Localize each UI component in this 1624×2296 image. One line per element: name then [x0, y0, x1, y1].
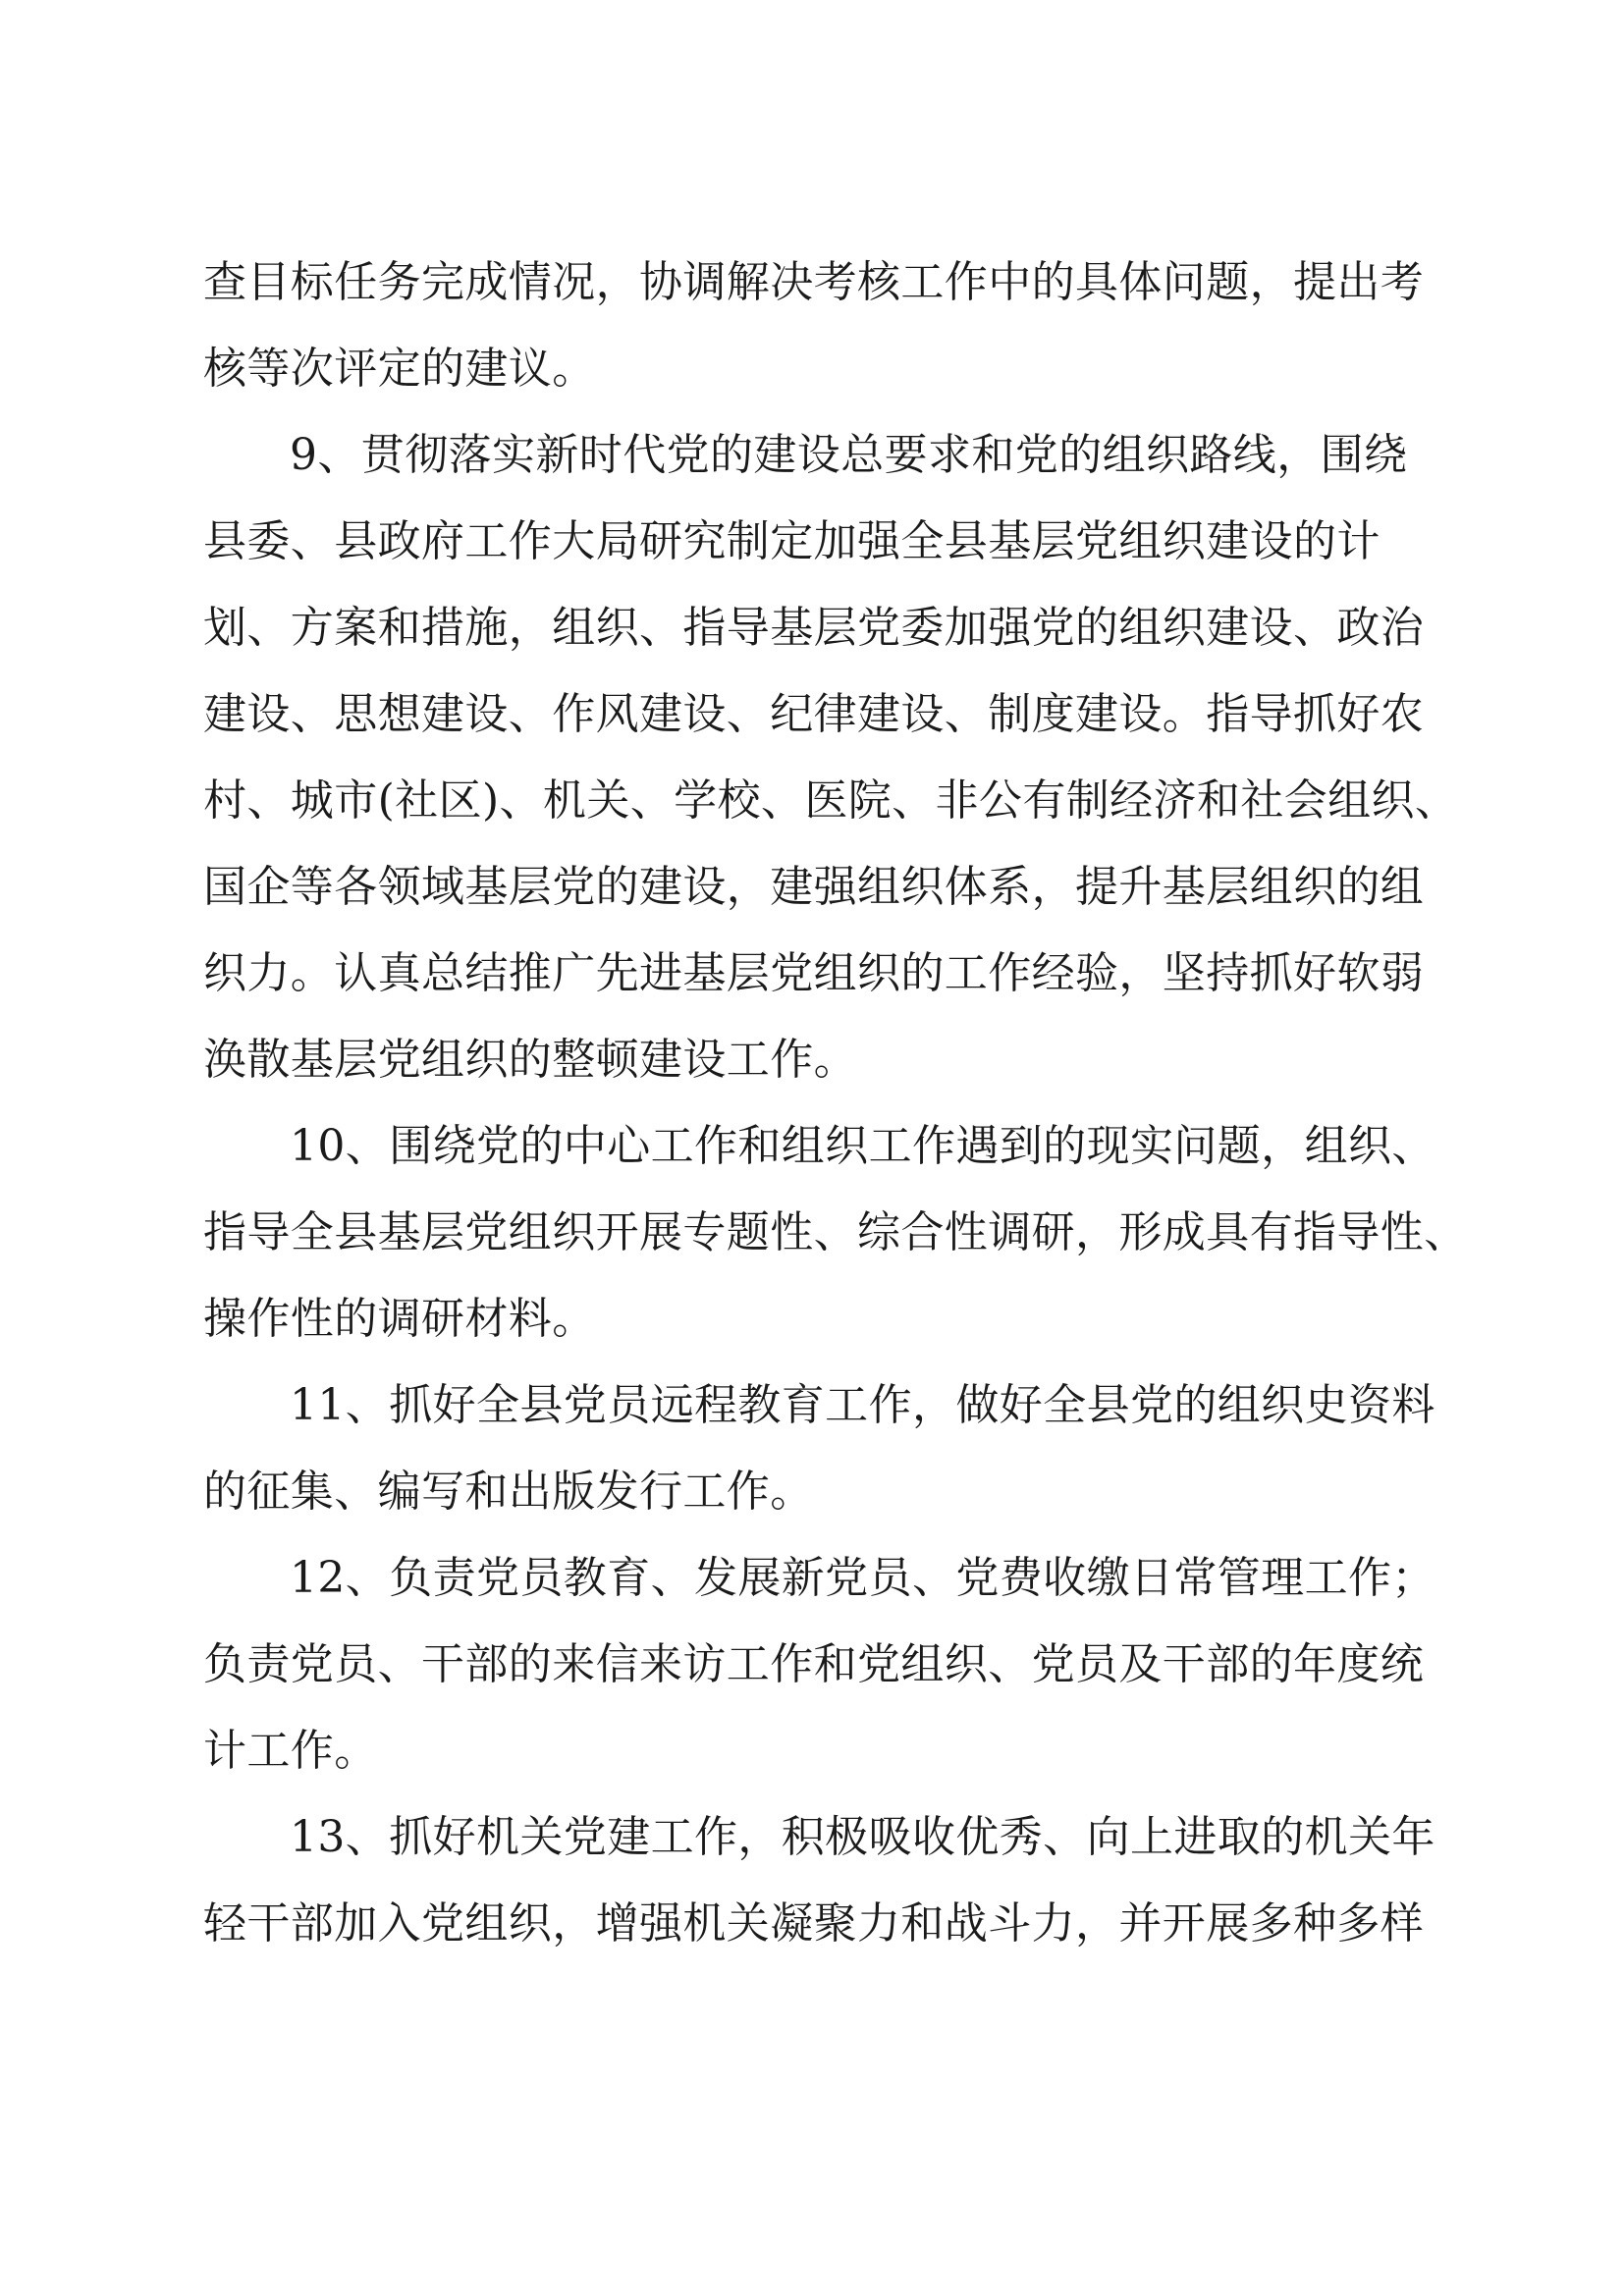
paragraph-continuation	[203, 240, 1425, 412]
text-line: 划、方案和措施，组织、指导基层党委加强党的组织建设、政治	[203, 603, 1425, 653]
text-line: 国企等各领域基层党的建设，建强组织体系，提升基层组织的组	[203, 862, 1425, 912]
text-line: 村、城市(社区)、机关、学校、医院、非公有制经济和社会组织、	[203, 775, 1459, 826]
text-line: 9、贯彻落实新时代党的建设总要求和党的组织路线，围绕	[290, 430, 1408, 480]
text-line: 织力。认真总结推广先进基层党组织的工作经验，坚持抓好软弱	[203, 948, 1425, 998]
text-line: 12、负责党员教育、发展新党员、党费收缴日常管理工作；	[290, 1553, 1435, 1603]
text-line: 轻干部加入党组织，增强机关凝聚力和战斗力，并开展多种多样	[203, 1898, 1425, 1949]
text-line: 11、抓好全县党员远程教育工作，做好全县党的组织史资料	[290, 1380, 1435, 1430]
text-line: 指导全县基层党组织开展专题性、综合性调研，形成具有指导性、	[203, 1207, 1468, 1257]
text-line: 县委、县政府工作大局研究制定加强全县基层党组织建设的计	[203, 516, 1380, 566]
paragraph-item-13	[203, 1794, 1435, 1967]
text-line: 13、抓好机关党建工作，积极吸收优秀、向上进取的机关年	[290, 1812, 1435, 1862]
text-line: 的征集、编写和出版发行工作。	[203, 1467, 814, 1517]
text-line: 负责党员、干部的来信来访工作和党组织、党员及干部的年度统	[203, 1639, 1425, 1689]
text-line: 涣散基层党组织的整顿建设工作。	[203, 1035, 857, 1085]
text-line: 10、围绕党的中心工作和组织工作遇到的现实问题，组织、	[290, 1121, 1435, 1171]
paragraph-item-12	[203, 1535, 1435, 1794]
text-line: 操作性的调研材料。	[203, 1294, 596, 1344]
text-line: 核等次评定的建议。	[203, 344, 596, 394]
paragraph-item-9	[203, 412, 1459, 1103]
paragraph-item-10	[203, 1103, 1468, 1362]
text-line: 计工作。	[203, 1726, 378, 1776]
text-line: 查目标任务完成情况，协调解决考核工作中的具体问题，提出考	[203, 257, 1425, 307]
document-body	[203, 240, 1468, 1967]
text-line: 建设、思想建设、作风建设、纪律建设、制度建设。指导抓好农	[203, 689, 1425, 739]
paragraph-item-11	[203, 1362, 1435, 1535]
